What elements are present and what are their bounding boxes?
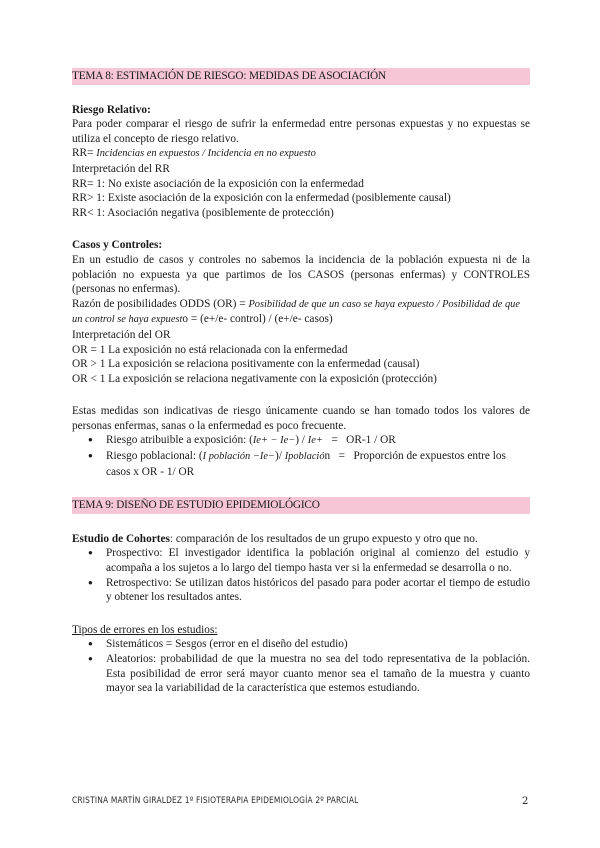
ra-mid: ) /: [295, 434, 308, 447]
document-body: [72, 68, 530, 696]
measures-list: [72, 433, 530, 479]
page-number: 2: [522, 796, 529, 807]
odds-prefix: Razón de posibilidades ODDS (OR) =: [72, 297, 249, 310]
rr-intro: Para poder comparar el riesgo de sufrir la enfermedad entre personas expuestas y no expuestas se utiliza el concepto de riesgo relativo.: [72, 118, 530, 145]
list-item: ● Retrospectivo: Se utilizan datos históricos del pasado para poder acortar el tiempo de estudio y obtener los resultados antes.: [86, 576, 530, 605]
ra-formula2: Ie+: [307, 435, 323, 447]
ra-formula: Ie+ − Ie−: [252, 435, 296, 447]
rr-interp: Interpretación del RR: [72, 162, 170, 175]
rp-result: n = Proporción de expuestos entre los casos x OR - 1/ OR: [106, 450, 509, 478]
rr-line: RR= 1: No existe asociación de la exposición con la enfermedad: [72, 177, 364, 190]
list-item: ● Aleatorios: probabilidad de que la muestra no sea del todo representativa de la población. Esta posibilidad de error será mayor cuanto menor sea el tamaño de la muestra y cuanto mayor sea la variabilidad de la característica que estemos estudiando.: [86, 652, 530, 696]
cohortes-list: [72, 546, 530, 604]
cohortes-text: : comparación de los resultados de un grupo expuesto y otro que no.: [169, 532, 478, 545]
footer-text: CRISTINA MARTÍN GIRALDEZ 1º FISIOTERAPIA EPIDEMIOLOGÍA 2º PARCIAL: [72, 796, 359, 806]
or-interp: Interpretación del OR: [72, 328, 171, 341]
odds-formula: Posibilidad de que un caso se haya expuesto / Posibilidad de que un control se haya expuest: [72, 298, 520, 326]
cohortes-line: [72, 532, 530, 547]
list-item: [86, 449, 530, 479]
rr-line: RR> 1: Existe asociación de la exposición con la enfermedad (posiblemente causal): [72, 192, 451, 205]
rr-formula: Incidencias en expuestos / Incidencia en no expuesto: [96, 148, 316, 160]
cohortes-label: Estudio de Cohortes: [72, 532, 170, 545]
tema8-title: TEMA 8: ESTIMACIÓN DE RIESGO: MEDIDAS DE ASOCIACIÓN: [72, 68, 530, 85]
list-item: ● Sistemáticos = Sesgos (error en el diseño del estudio): [86, 637, 530, 652]
measures-intro: Estas medidas son indicativas de riesgo únicamente cuando se han tomado todos los valores de personas enfermas, sanas o la enfermedad es poco frecuente.: [72, 405, 530, 432]
errores-list: [72, 637, 530, 695]
odds-line: [72, 297, 530, 328]
cc-intro: En un estudio de casos y controles no sabemos la incidencia de la población expuesta ni de la población no expuesta ya que partimos de los CASOS (personas enfermas) y CONTROLES (personas no enfermas).: [72, 253, 530, 296]
tema9-title: TEMA 9: DISEÑO DE ESTUDIO EPIDEMIOLÓGICO: [72, 497, 530, 514]
odds-suffix: o = (e+/e- control) / (e+/e- casos): [182, 313, 333, 326]
rp-label: Riesgo poblacional: (: [106, 450, 203, 463]
rr-formula-prefix: RR=: [72, 147, 97, 160]
ra-result: = OR-1 / OR: [322, 434, 396, 447]
list-item: ● Prospectivo: El investigador identifica la población original al comienzo del estudio y acompaña a los sujetos a lo largo del tiempo hasta ver si la enfermedad se desarrolla o no.: [86, 546, 530, 575]
rp-formula2: Ipoblació: [284, 451, 325, 463]
rr-formula-line: [72, 146, 530, 162]
or-line: OR > 1 La exposición se relaciona positivamente con la enfermedad (causal): [72, 358, 420, 371]
errores-heading: Tipos de errores en los estudios:: [72, 623, 218, 636]
rp-formula: I población −Ie−: [202, 451, 275, 463]
rp-mid: )/: [274, 450, 285, 463]
rr-heading: Riesgo Relativo:: [72, 103, 151, 116]
cc-heading: Casos y Controles:: [72, 239, 163, 252]
rr-line: RR< 1: Asociación negativa (posiblemente de protección): [72, 206, 334, 219]
list-item: [86, 433, 530, 449]
ra-label: Riesgo atribuible a exposición: (: [106, 434, 253, 447]
or-line: OR = 1 La exposición no está relacionada con la enfermedad: [72, 343, 348, 356]
or-line: OR < 1 La exposición se relaciona negativamente con la exposición (protección): [72, 372, 437, 385]
